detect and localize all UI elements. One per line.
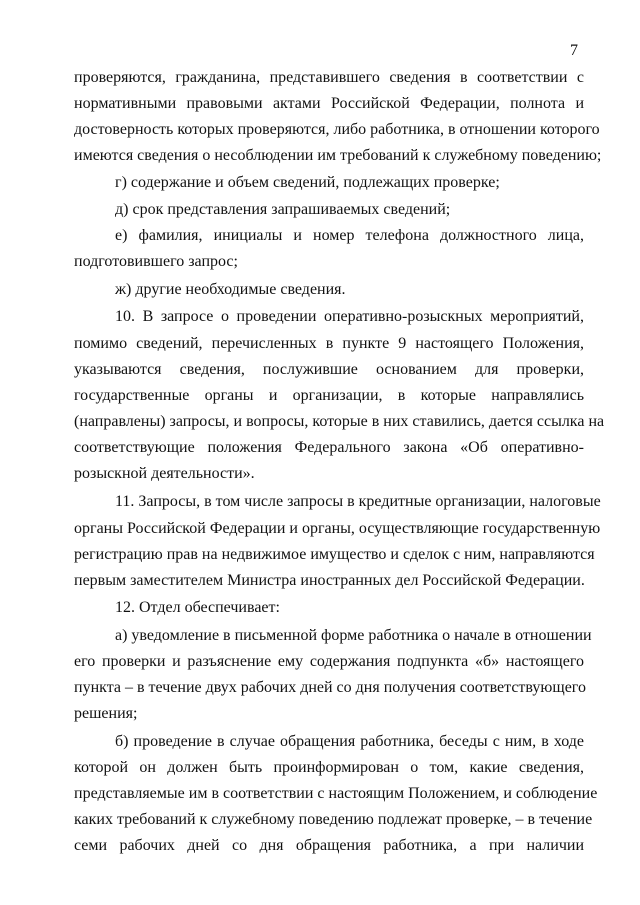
page-number: 7 xyxy=(570,42,578,59)
text-line: государственные органы и организации, в которые направлялись xyxy=(74,387,584,404)
text-line: розыскной деятельности». xyxy=(74,465,255,482)
text-line: (направлены) запросы, и вопросы, которые в них ставились, дается ссылка на xyxy=(74,413,605,430)
text-line: нормативными правовыми актами Российской Федерации, полнота и xyxy=(74,95,584,112)
text-line: 10. В запросе о проведении оперативно-розыскных мероприятий, xyxy=(115,308,584,325)
text-line: которой он должен быть проинформирован о том, какие сведения, xyxy=(74,759,584,776)
text-line: указываются сведения, послужившие основанием для проверки, xyxy=(74,361,584,378)
text-line: ж) другие необходимые сведения. xyxy=(115,281,346,298)
text-line: решения; xyxy=(74,705,138,722)
text-line: представляемые им в соответствии с настоящим Положением, и соблюдение xyxy=(74,785,598,802)
text-line: первым заместителем Министра иностранных дел Российской Федерации. xyxy=(74,572,585,589)
text-line: 11. Запросы, в том числе запросы в кредитные организации, налоговые xyxy=(115,493,601,510)
text-line: помимо сведений, перечисленных в пункте 9 настоящего Положения, xyxy=(74,335,584,352)
text-line: достоверность которых проверяются, либо работника, в отношении которого xyxy=(74,121,600,138)
text-line: проверяются, гражданина, представившего сведения в соответствии с xyxy=(74,69,584,86)
text-line: 12. Отдел обеспечивает: xyxy=(115,599,280,616)
text-line: органы Российской Федерации и органы, осуществляющие государственную xyxy=(74,520,601,537)
text-line: г) содержание и объем сведений, подлежащих проверке; xyxy=(115,174,500,191)
text-line: его проверки и разъяснение ему содержания подпункта «б» настоящего xyxy=(74,653,584,670)
text-line: подготовившего запрос; xyxy=(74,253,238,270)
text-line: семи рабочих дней со дня обращения работника, а при наличии xyxy=(74,837,584,854)
text-line: соответствующие положения Федерального закона «Об оперативно- xyxy=(74,439,584,456)
text-line: б) проведение в случае обращения работника, беседы с ним, в ходе xyxy=(115,733,584,750)
text-line: пункта – в течение двух рабочих дней со дня получения соответствующего xyxy=(74,679,586,696)
text-line: е) фамилия, инициалы и номер телефона должностного лица, xyxy=(115,227,584,244)
text-line: имеются сведения о несоблюдении им требований к служебному поведению; xyxy=(74,147,602,164)
text-line: а) уведомление в письменной форме работника о начале в отношении xyxy=(115,627,592,644)
text-line: регистрацию прав на недвижимое имущество и сделок с ним, направляются xyxy=(74,546,595,563)
text-line: д) срок представления запрашиваемых сведений; xyxy=(115,201,451,218)
text-line: каких требований к служебному поведению подлежат проверке, – в течение xyxy=(74,811,593,828)
